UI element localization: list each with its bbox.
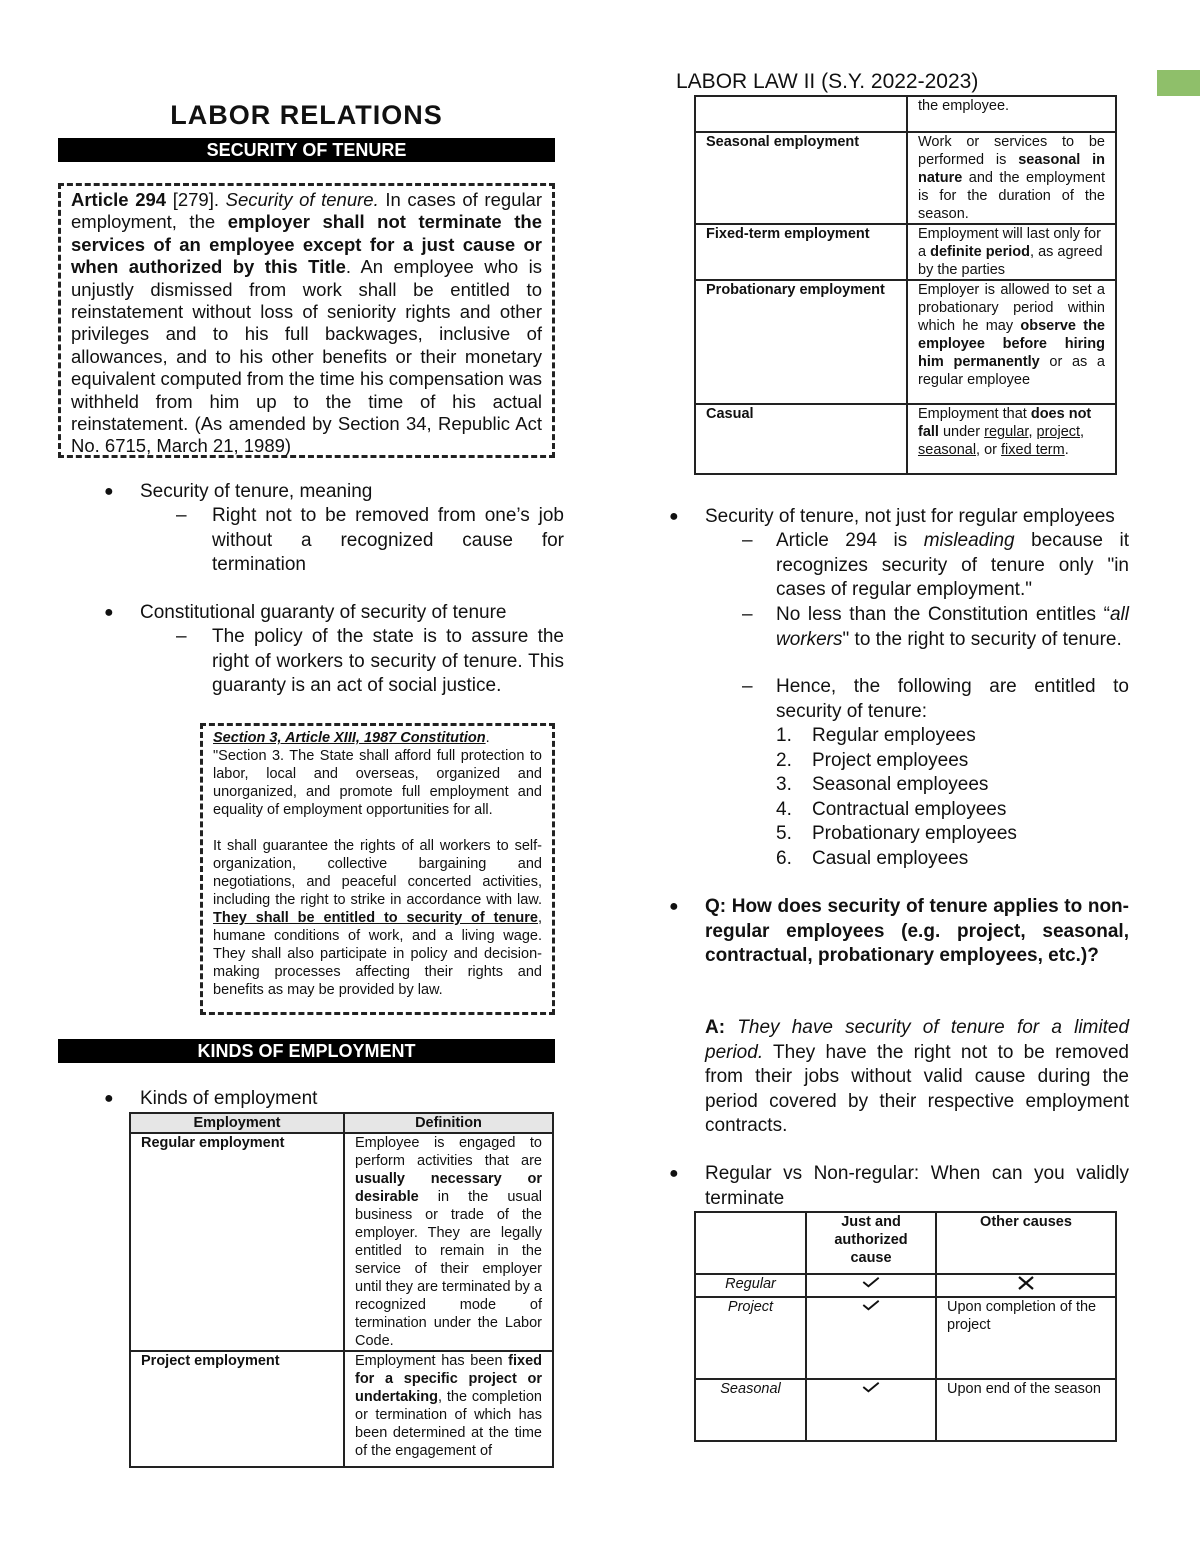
cell-text: Employer is allowed to set a probationary period within which he may: [918, 282, 1105, 334]
other-cause-text: Upon completion of the project: [936, 1297, 1116, 1379]
cell-bold: seasonal in nature: [918, 152, 1105, 186]
answer-label: A:: [705, 1017, 726, 1038]
bullet-text: Kinds of employment: [140, 1088, 318, 1109]
list-item-text: Contractual employees: [812, 798, 1007, 820]
sub-bullet-constitution: – No less than the Constitution entitles “all workers" to the right to security of tenure.: [742, 604, 1129, 650]
constitution-para-2: [213, 837, 542, 999]
row-label: Regular: [725, 1276, 776, 1292]
table-row: [695, 280, 1116, 404]
list-item: 3. Seasonal employees: [776, 774, 989, 795]
bullet-constitutional: ● Constitutional guaranty of security of tenure: [104, 602, 507, 623]
answer-block: [705, 1016, 1129, 1139]
constitution-heading: Section 3, Article XIII, 1987 Constitution: [213, 730, 486, 746]
table-row: [695, 1274, 1116, 1297]
kinds-table-continued: [694, 95, 1117, 475]
cell-text: Employment has been: [355, 1353, 503, 1369]
table-row: [695, 224, 1116, 280]
page-title: LABOR RELATIONS: [170, 100, 443, 130]
article-number: [279].: [172, 189, 219, 210]
cell-text: , the completion or termination of which has been determined at the time of the engagement of: [355, 1389, 542, 1459]
other-cause-text: Upon end of the season: [936, 1379, 1116, 1441]
cell-text: , or: [976, 442, 997, 458]
cell-bold: does not fall: [918, 406, 1092, 440]
sub-bullet-policy: – The policy of the state is to assure the right of workers to security of tenure. This guaranty is an act of social justice.: [176, 626, 564, 696]
table-row: [695, 1379, 1116, 1441]
table-row: [130, 1133, 553, 1351]
section-header-security: SECURITY OF TENURE: [58, 138, 555, 162]
cell-text: Employment will last only for a: [918, 226, 1101, 260]
constitution-box: Section 3, Article XIII, 1987 Constitution. "Section 3. The State shall afford full protection to labor, local and overseas, organized and unorganized, and promote full employment and equality of employment opportunities for all. It shall guarantee the rights of all workers to self-organization, collective bargaining and negotiations, and peaceful concerted activities, including the right to strike in accordance with law. They shall be entitled to security of tenure, humane conditions of work, and a living wage. They shall also participate in policy and decision-making processes affecting their rights and benefits as may be provided by law.: [200, 723, 555, 1015]
bullet-text: Security of tenure, meaning: [140, 481, 373, 502]
cell-bold: observe the employee before hiring him permanently: [918, 318, 1105, 370]
kinds-table: [129, 1112, 554, 1468]
bullet-text: Security of tenure, not just for regular employees: [705, 506, 1115, 527]
cell-text: Employment that: [918, 406, 1027, 422]
article-label: Article 294: [71, 189, 167, 210]
cell-text: in the usual business or trade of the employer. They are legally entitled to remain in the service of their employer until they are terminated by a recognized mode of termination under the Labor Code.: [355, 1189, 542, 1349]
cell-text: or as a regular employee: [918, 354, 1106, 388]
check-icon: [860, 1299, 882, 1311]
sub-bullet-text: No less than the Constitution entitles “: [776, 604, 1110, 625]
list-item: 5. Probationary employees: [776, 823, 1017, 844]
sub-bullet-text: because it recognizes security of tenure only "in cases of regular employment.": [776, 530, 1129, 600]
article-heading: Security of tenure.: [225, 189, 379, 210]
list-item-text: Seasonal employees: [812, 774, 989, 795]
list-item-text: Project employees: [812, 749, 969, 771]
list-item-text: Probationary employees: [812, 823, 1017, 844]
cell-underline: regular: [984, 424, 1029, 440]
col-just-cause: Just and authorized cause: [806, 1212, 936, 1274]
constitution-text-2: , humane conditions of work, and a living wage. They shall also participate in policy and decision-making processes affecting their rights and benefits as may be provided by law.: [213, 910, 542, 998]
row-label: Seasonal: [720, 1381, 781, 1397]
sub-bullet-misleading: – Article 294 is misleading because it recognizes security of tenure only "in cases of regular employment.": [742, 530, 1129, 600]
corner-tab: [1157, 70, 1200, 96]
col-employment: Employment: [130, 1113, 344, 1133]
row-label: Project employment: [141, 1353, 280, 1369]
sub-bullet-text: The policy of the state is to assure the right of workers to security of tenure. This guaranty is an act of social justice.: [212, 626, 564, 696]
table-row: [695, 1297, 1116, 1379]
bullet-text: Regular vs Non-regular: When can you validly terminate: [705, 1163, 1129, 1209]
answer-italic: They have security of tenure for a limited period.: [705, 1017, 1130, 1063]
cell-underline: project: [1036, 424, 1081, 440]
article-text-1: In cases of regular employment, the: [71, 189, 542, 233]
cell-text: the employee.: [918, 98, 1010, 114]
row-label: Seasonal employment: [706, 134, 860, 150]
check-icon: [860, 1381, 882, 1393]
bullet-regular-vs-nonregular: ● Regular vs Non-regular: When can you validly terminate: [669, 1163, 1129, 1209]
cell-bold: definite period: [930, 244, 1031, 260]
x-icon: [1017, 1275, 1035, 1291]
sub-bullet-italic: all workers: [776, 604, 1129, 650]
cell-bold: usually necessary or desirable: [355, 1171, 542, 1205]
sub-bullet-italic: misleading: [923, 530, 1015, 551]
cell-bold: fixed for a specific project or undertaking: [355, 1353, 543, 1405]
table-row: Casual Employment that does not fall under regular, project, seasonal, or fixed term.: [695, 404, 1116, 474]
sub-bullet-text: " to the right to security of tenure.: [842, 628, 1122, 650]
answer-text: They have the right not to be removed from their jobs without valid cause during the period covered by their respective employment contracts.: [705, 1041, 1129, 1136]
question-block: ● Q: How does security of tenure applies to non-regular employees (e.g. project, seasonal, contractual, probationary employees, etc.)?: [669, 896, 1129, 966]
constitution-bold: They shall be entitled to security of tenure: [213, 910, 538, 926]
bullet-kinds: ● Kinds of employment: [104, 1088, 318, 1109]
list-item: 2. Project employees: [776, 749, 969, 771]
list-item-text: Regular employees: [812, 725, 976, 746]
table-row: [695, 132, 1116, 224]
question-label: Q: [705, 896, 720, 917]
row-label: Casual: [706, 406, 754, 422]
bullet-security-meaning: ● Security of tenure, meaning: [104, 481, 373, 502]
row-label: Project: [727, 1299, 774, 1315]
list-item: 6. Casual employees: [776, 847, 969, 869]
row-label: Regular employment: [141, 1135, 285, 1151]
cell-text: Work or services to be performed is: [918, 134, 1105, 168]
constitution-para-1: "Section 3. The State shall afford full protection to labor, local and overseas, organized and unorganized, and promote full employment and equality of employment opportunities for all.: [213, 748, 542, 818]
constitution-text: It shall guarantee the rights of all workers to self-organization, collective bargaining and negotiations, and peaceful concerted activities, including the right to strike in accordance with law.: [213, 838, 542, 908]
list-item-text: Casual employees: [812, 847, 969, 869]
cell-text: and the employment is for the duration of the season.: [918, 170, 1105, 222]
article-bold-text: employer shall not terminate the services of an employee except for a just cause or when authorized by this Title: [71, 211, 543, 278]
cell-underline: seasonal: [918, 442, 977, 458]
cell-underline: fixed term: [1001, 442, 1065, 458]
list-item: 1. Regular employees: [776, 725, 976, 746]
list-item: 4. Contractual employees: [776, 798, 1007, 820]
article-294-box: [58, 183, 555, 458]
check-icon: [860, 1276, 882, 1288]
table-row: [695, 96, 1116, 132]
article-text-2: . An employee who is unjustly dismissed from work shall be entitled to reinstatement without loss of seniority rights and other privileges and to his full backwages, inclusive of allowances, and to his other benefits or their monetary equivalent computed from the time his compensation was withheld from him up to the time of his actual reinstatement. (As amended by Section 34, Republic Act No. 6715, March 21, 1989): [71, 256, 542, 457]
entitled-list: [776, 724, 1136, 871]
sub-bullet-text: Right not to be removed from one’s job without a recognized cause for termination: [212, 505, 564, 575]
col-definition: Definition: [344, 1113, 553, 1133]
cell-text: , as agreed by the parties: [918, 244, 1103, 278]
col-other-causes: Other causes: [936, 1212, 1116, 1274]
bullet-not-just-regular: ● Security of tenure, not just for regular employees: [669, 506, 1115, 527]
question-text: : How does security of tenure applies to non-regular employees (e.g. project, seasonal, contractual, probationary employees, etc.)?: [705, 896, 1129, 966]
sub-bullet-hence: – Hence, the following are entitled to security of tenure:: [742, 676, 1129, 722]
sub-bullet-meaning: – Right not to be removed from one’s job without a recognized cause for termination: [176, 505, 564, 575]
cell-text: Employee is engaged to perform activities that are: [355, 1135, 542, 1169]
row-label: Probationary employment: [706, 282, 885, 298]
cell-text: under: [942, 424, 981, 440]
table-row: [130, 1351, 553, 1467]
row-label: Fixed-term employment: [706, 226, 870, 242]
bullet-text: Constitutional guaranty of security of tenure: [140, 602, 507, 623]
termination-table: [694, 1211, 1117, 1442]
course-header: LABOR LAW II (S.Y. 2022-2023): [676, 70, 979, 93]
sub-bullet-text: Article 294 is: [776, 530, 908, 551]
sub-bullet-text: Hence, the following are entitled to security of tenure:: [776, 676, 1129, 722]
section-header-kinds: KINDS OF EMPLOYMENT: [58, 1039, 555, 1063]
